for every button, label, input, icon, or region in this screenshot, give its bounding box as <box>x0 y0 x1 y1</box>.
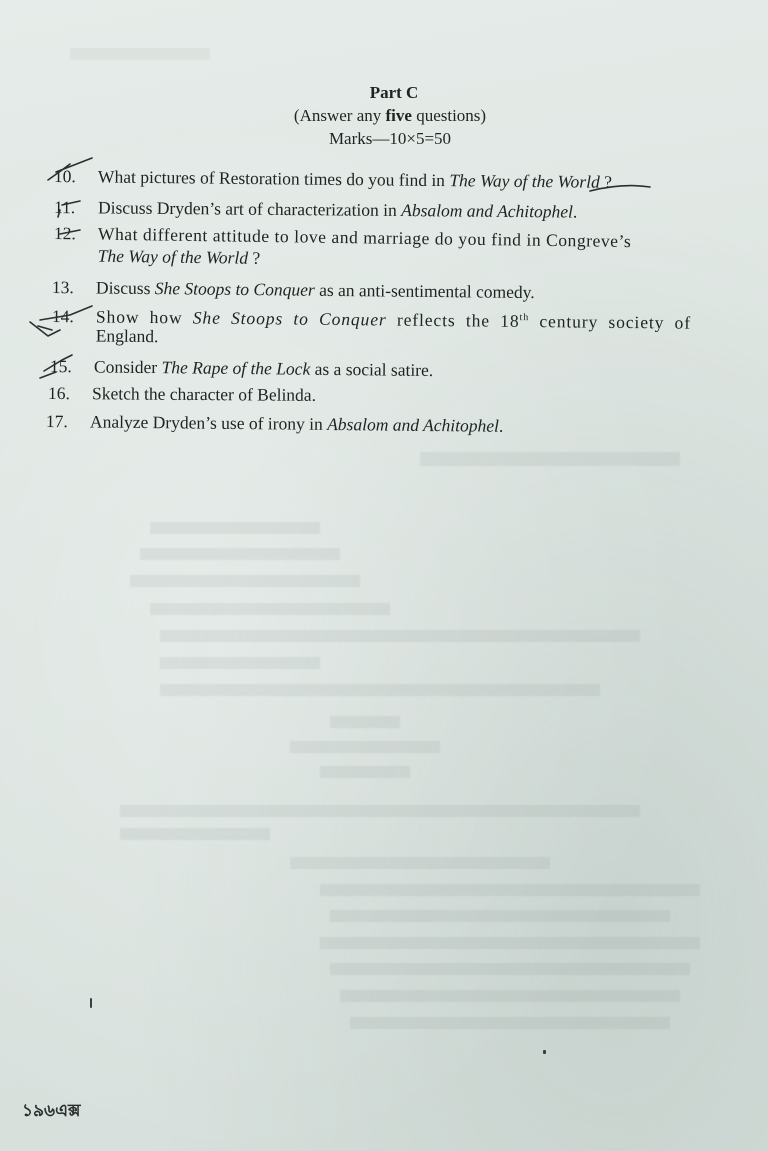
question-text: What different attitude to love and marriage do you find in Congreve’s <box>97 223 632 252</box>
bleed-through-line <box>350 1017 670 1029</box>
text-run: ? <box>247 247 261 268</box>
question-text: Sketch the character of Belinda. <box>91 383 317 405</box>
question-text <box>96 277 535 302</box>
question-14 <box>51 302 692 347</box>
question-number: 11. <box>53 197 76 218</box>
question-number: 16. <box>47 383 70 404</box>
question-13 <box>52 276 535 303</box>
question-15 <box>50 355 433 381</box>
bleed-through-line <box>320 937 700 949</box>
question-17 <box>46 410 504 437</box>
part-title: Part C <box>369 83 419 102</box>
question-number: 15. <box>49 356 72 377</box>
bleed-through-line <box>340 990 680 1002</box>
text-run: . <box>498 415 504 436</box>
bleed-through-line <box>160 630 640 642</box>
bleed-through-line <box>420 452 680 466</box>
title-italic: Absalom and Achitophel <box>401 200 574 222</box>
bleed-through-line <box>320 766 410 778</box>
text-run: as an anti-sentimental comedy. <box>314 279 535 303</box>
title-italic: She Stoops to Conquer <box>192 307 387 330</box>
question-number: 14. <box>51 305 74 327</box>
bleed-through-line <box>120 805 640 817</box>
question-text-continued <box>98 245 261 269</box>
instruction-bold: five <box>385 106 412 125</box>
bleed-through-line <box>290 741 440 753</box>
marks-line: Marks—10×5=50 <box>328 129 452 148</box>
text-run: reflects the 18 <box>386 309 520 331</box>
text-run: century society of <box>529 310 692 333</box>
bleed-through-line <box>70 48 210 60</box>
speck <box>90 998 92 1008</box>
title-italic: The Way of the World <box>449 170 600 192</box>
text-run: Discuss Dryden’s art of characterization in <box>97 197 402 221</box>
bleed-through-line <box>320 884 700 896</box>
bleed-through-line <box>330 716 400 728</box>
question-10 <box>54 165 612 193</box>
text-run: . <box>572 201 578 222</box>
bleed-through-line <box>290 857 550 869</box>
question-number: 17. <box>45 411 68 432</box>
text-run: Analyze Dryden’s use of irony in <box>89 411 328 434</box>
superscript: th <box>519 311 530 323</box>
question-text <box>90 411 503 435</box>
bleed-through-line <box>140 548 340 560</box>
question-text-continued: England. <box>95 325 159 347</box>
text-run: Show how <box>95 306 193 328</box>
instruction-post: questions) <box>411 106 487 125</box>
title-italic: The Way of the World <box>97 245 249 268</box>
text-run: Discuss <box>95 277 155 299</box>
page-code: ১৯৬এক্স <box>22 1101 81 1121</box>
question-text <box>98 166 612 191</box>
question-11 <box>54 196 578 223</box>
question-number: 10. <box>53 166 76 187</box>
question-number: 12. <box>53 223 77 244</box>
question-text <box>98 197 578 221</box>
question-12 <box>53 222 632 268</box>
bleed-through-line <box>330 910 670 922</box>
text-run: as a social satire. <box>310 358 434 381</box>
speck <box>543 1050 546 1054</box>
text-run: Consider <box>93 356 162 378</box>
question-number: 13. <box>51 277 74 298</box>
bleed-through-line <box>130 575 360 587</box>
instruction <box>6 106 768 126</box>
instruction-pre: (Answer any <box>293 106 386 125</box>
bleed-through-line <box>160 657 320 669</box>
bleed-through-line <box>330 963 690 975</box>
title-italic: The Rape of the Lock <box>161 357 311 379</box>
text-run: ? <box>599 171 613 192</box>
bleed-through-line <box>120 828 270 840</box>
bleed-through-line <box>160 684 600 696</box>
question-text <box>96 306 691 332</box>
text-run: What pictures of Restoration times do you find in <box>97 166 450 191</box>
title-italic: Absalom and Achitophel <box>327 413 500 436</box>
bleed-through-line <box>150 522 320 534</box>
title-italic: She Stoops to Conquer <box>154 278 315 300</box>
question-16 <box>48 382 316 406</box>
question-text <box>94 356 433 380</box>
bleed-through-line <box>150 603 390 615</box>
